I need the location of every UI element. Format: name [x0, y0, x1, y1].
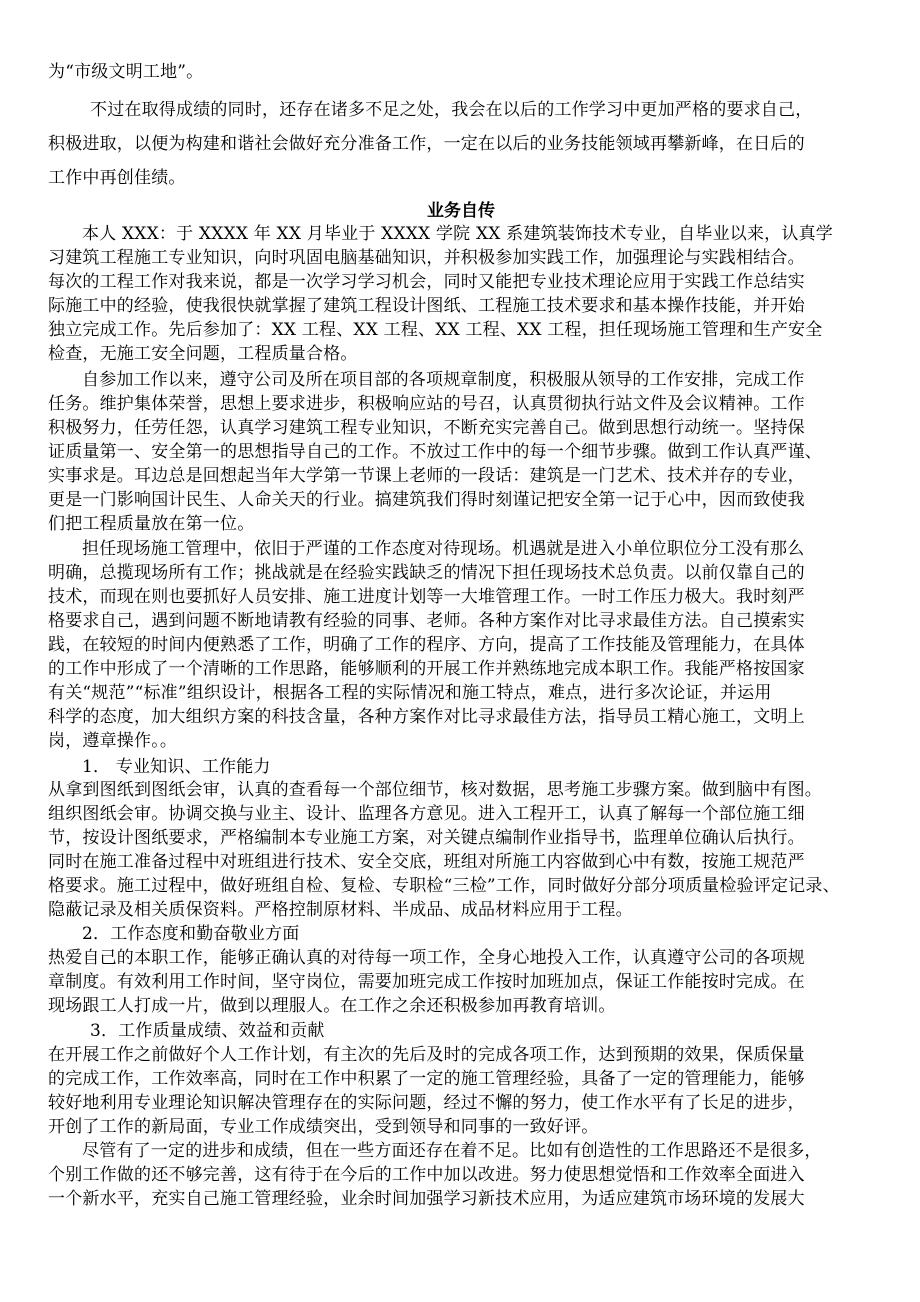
text-line: 担任现场施工管理中，依旧于严谨的工作态度对待现场。机遇就是进入小单位职位分工没有那么 [82, 539, 805, 559]
text-line: 工作中再创佳绩。 [48, 168, 186, 188]
document-title: 业务自传 [427, 201, 495, 221]
text-line: 格要求。施工过程中，做好班组自检、复检、专职检“三检”工作，同时做好分部分项质量检验评定记录、 [48, 876, 840, 896]
section-heading: 3．工作质量成绩、效益和贡献 [90, 1021, 325, 1041]
text-line: 自参加工作以来，遵守公司及所在项目部的各项规章制度，积极服从领导的工作安排，完成工作 [82, 370, 805, 390]
text-line: 同时在施工准备过程中对班组进行技术、安全交底，班组对所施工内容做到心中有数，按施工规范严 [48, 852, 805, 872]
text-line: 为“市级文明工地”。 [48, 62, 204, 82]
text-line: 积极进取，以便为构建和谐社会做好充分准备工作，一定在以后的业务技能领域再攀新峰，在日后的 [48, 134, 805, 154]
text-line: 明确，总揽现场所有工作；挑战就是在经验实践缺乏的情况下担任现场技术总负责。以前仅靠自己的 [48, 563, 805, 583]
text-line: 隐蔽记录及相关质保资料。严格控制原材料、半成品、成品材料应用于工程。 [48, 900, 633, 920]
text-line: 更是一门影响国计民生、人命关天的行业。搞建筑我们得时刻谨记把安全第一记于心中，因而致使我 [48, 490, 805, 510]
text-line: 热爱自己的本职工作，能够正确认真的对待每一项工作，全身心地投入工作，认真遵守公司的各项规 [48, 948, 805, 968]
text-line: 现场跟工人打成一片，做到以理服人。在工作之余还积极参加再教育培训。 [48, 996, 616, 1016]
text-line: 检查，无施工安全问题，工程质量合格。 [48, 344, 358, 364]
text-line: 积极努力，任劳任怨，认真学习建筑工程专业知识，不断充实完善自己。做到思想行动统一。坚持保 [48, 418, 805, 438]
text-line: 章制度。有效利用工作时间，坚守岗位，需要加班完成工作按时加班加点，保证工作能按时完成。在 [48, 972, 805, 992]
text-line: 个别工作做的还不够完善，这有待于在今后的工作中加以改进。努力使思想觉悟和工作效率全面进入 [48, 1165, 805, 1185]
text-line: 尽管有了一定的进步和成绩，但在一些方面还存在着不足。比如有创造性的工作思路还不是很多， [82, 1141, 822, 1161]
text-line: 们把工程质量放在第一位。 [48, 514, 255, 534]
text-line: 际施工中的经验，使我很快就掌握了建筑工程设计图纸、工程施工技术要求和基本操作技能，并开始 [48, 296, 805, 316]
text-line: 岗，遵章操作。。 [48, 731, 178, 751]
section-heading: 1． 专业知识、工作能力 [82, 757, 271, 777]
text-line: 习建筑工程施工专业知识，向时巩固电脑基础知识，并积极参加实践工作，加强理论与实践相结合。 [48, 248, 805, 268]
text-line: 的工作中形成了一个清晰的工作思路，能够顺利的开展工作并熟练地完成本职工作。我能严格按国家 [48, 659, 805, 679]
text-line: 任务。维护集体荣誉，思想上要求进步，积极响应站的号召，认真贯彻执行站文件及会议精神。工作 [48, 394, 805, 414]
text-line: 科学的态度，加大组织方案的科技含量，各种方案作对比寻求最佳方法，指导员工精心施工，文明上 [48, 707, 805, 727]
text-line: 一个新水平，充实自己施工管理经验，业余时间加强学习新技术应用，为适应建筑市场环境的发展大 [48, 1189, 805, 1209]
text-line: 较好地利用专业理论知识解决管理存在的实际问题，经过不懈的努力，使工作水平有了长足的进步， [48, 1093, 805, 1113]
text-line: 开创了工作的新局面，专业工作成绩突出，受到领导和同事的一致好评。 [48, 1117, 599, 1137]
text-line: 本人 XXX：于 XXXX 年 XX 月毕业于 XXXX 学院 XX 系建筑装饰技术专业，自毕业以来，认真学 [82, 224, 833, 244]
text-line: 在开展工作之前做好个人工作计划，有主次的先后及时的完成各项工作，达到预期的效果，保质保量 [48, 1045, 805, 1065]
text-line: 独立完成工作。先后参加了：XX 工程、XX 工程、XX 工程、XX 工程，担任现场施工管理和生产安全 [48, 320, 823, 340]
text-line: 践，在较短的时间内便熟悉了工作，明确了工作的程序、方向，提高了工作技能及管理能力，在具体 [48, 635, 805, 655]
text-line: 不过在取得成绩的同时，还存在诸多不足之处，我会在以后的工作学习中更加严格的要求自己， [90, 100, 813, 120]
text-line: 实事求是。耳边总是回想起当年大学第一节课上老师的一段话：建筑是一门艺术、技术并存的专业， [48, 466, 805, 486]
text-line: 技术，而现在则也要抓好人员安排、施工进度计划等一大堆管理工作。一时工作压力极大。我时刻严 [48, 587, 805, 607]
text-line: 节，按设计图纸要求，严格编制本专业施工方案，对关键点编制作业指导书，监理单位确认后执行。 [48, 828, 805, 848]
text-line: 证质量第一、安全第一的思想指导自己的工作。不放过工作中的每一个细节步骤。做到工作认真严谨、 [48, 442, 822, 462]
text-line: 组织图纸会审。协调交换与业主、设计、监理各方意见。进入工程开工，认真了解每一个部位施工细 [48, 804, 805, 824]
text-line: 从拿到图纸到图纸会审，认真的查看每一个部位细节，核对数据，思考施工步骤方案。做到脑中有图。 [48, 780, 822, 800]
text-line: 每次的工程工作对我来说，都是一次学习学习机会，同时又能把专业技术理论应用于实践工作总结实 [48, 272, 805, 292]
text-line: 有关“规范”“标准”组织设计，根据各工程的实际情况和施工特点，难点，进行多次论证，并运用 [48, 683, 772, 703]
text-line: 的完成工作，工作效率高，同时在工作中积累了一定的施工管理经验，具备了一定的管理能力，能够 [48, 1069, 805, 1089]
text-line: 格要求自己，遇到问题不断地请教有经验的同事、老师。各种方案作对比寻求最佳方法。自己摸索实 [48, 611, 805, 631]
section-heading: 2．工作态度和勤奋敬业方面 [82, 924, 300, 944]
